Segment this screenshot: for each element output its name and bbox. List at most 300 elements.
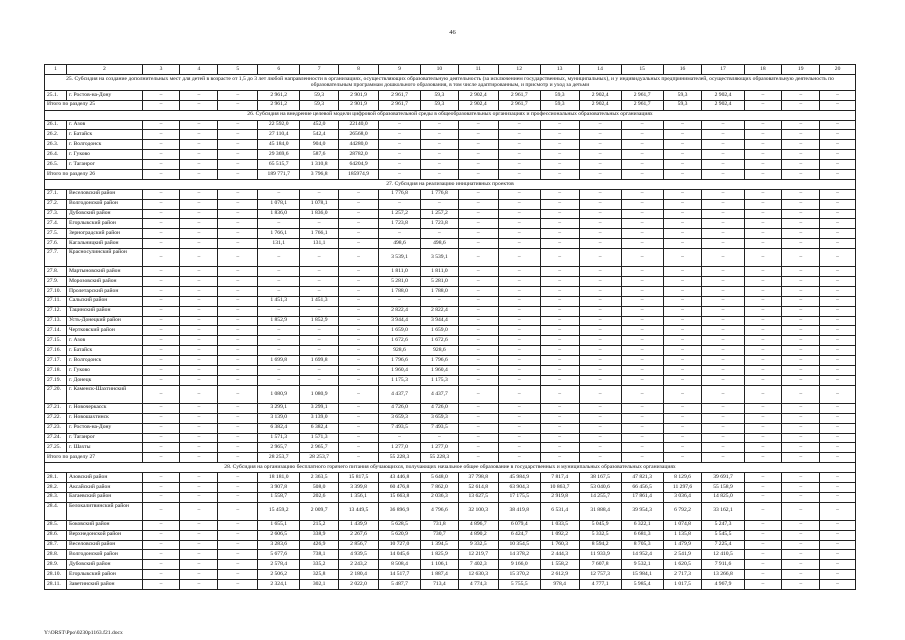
municipality-name: Волгодонской район [67, 199, 143, 209]
table-cell: 1 659,0 [421, 326, 459, 336]
table-cell: – [180, 219, 218, 229]
table-cell: – [702, 120, 744, 130]
table-cell: 14 378,2 [498, 550, 540, 560]
table-cell: – [744, 443, 782, 453]
table-cell: 15 663,8 [378, 492, 420, 502]
table-cell: – [663, 385, 702, 403]
table-cell: – [663, 277, 702, 287]
table-cell: – [142, 453, 180, 463]
table-row [45, 423, 856, 433]
table-cell: – [421, 120, 459, 130]
row-number: 26.3. [45, 140, 67, 150]
table-cell: – [498, 170, 540, 180]
table-cell: – [621, 423, 663, 433]
table-cell: – [782, 385, 820, 403]
table-cell: – [180, 540, 218, 550]
table-cell: – [458, 306, 498, 316]
table-cell: – [498, 229, 540, 239]
row-number: 27.15. [45, 336, 67, 346]
table-cell: – [339, 296, 379, 306]
table-cell: 2 902,4 [579, 90, 621, 100]
table-cell: 59,3 [540, 90, 579, 100]
table-cell: – [782, 336, 820, 346]
table-cell: – [782, 170, 820, 180]
table-cell: 59,3 [300, 90, 339, 100]
table-cell: – [218, 160, 258, 170]
row-number: 27.6. [45, 239, 67, 249]
table-row [45, 209, 856, 219]
table-cell: – [300, 346, 339, 356]
table-cell: – [820, 326, 856, 336]
table-cell: – [458, 296, 498, 306]
table-cell: – [498, 316, 540, 326]
table-cell: – [579, 375, 621, 385]
table-cell: – [820, 443, 856, 453]
table-row [45, 199, 856, 209]
table-cell: – [218, 189, 258, 199]
table-cell: – [458, 160, 498, 170]
table-cell: 10 863,7 [540, 482, 579, 492]
table-cell: 7 607,8 [579, 560, 621, 570]
table-cell: 39 954,3 [621, 502, 663, 520]
table-cell: – [540, 199, 579, 209]
table-cell: 5 545,5 [702, 530, 744, 540]
table-cell: 2 902,4 [458, 90, 498, 100]
table-row [45, 249, 856, 267]
table-cell: 1 887,4 [421, 570, 459, 580]
table-cell: – [579, 229, 621, 239]
table-cell: – [339, 346, 379, 356]
table-cell: – [621, 267, 663, 277]
column-number-cell: 2 [67, 65, 143, 75]
table-cell: – [820, 530, 856, 540]
table-cell: – [702, 267, 744, 277]
table-cell: – [540, 249, 579, 267]
table-cell: 131,1 [300, 239, 339, 249]
table-cell: 1 439,9 [339, 520, 379, 530]
column-number-cell: 14 [579, 65, 621, 75]
column-number-cell: 3 [142, 65, 180, 75]
table-cell: – [142, 130, 180, 140]
table-cell: 59,3 [300, 100, 339, 110]
table-cell: – [579, 296, 621, 306]
table-cell: 904,0 [300, 140, 339, 150]
table-cell: 1 257,2 [378, 209, 420, 219]
table-cell: – [782, 277, 820, 287]
table-cell: – [142, 473, 180, 483]
table-cell: – [744, 413, 782, 423]
table-cell: 185974,9 [339, 170, 379, 180]
table-cell: 1 080,9 [300, 385, 339, 403]
table-cell: – [579, 239, 621, 249]
table-cell: – [702, 336, 744, 346]
table-cell: – [421, 199, 459, 209]
table-cell: – [142, 356, 180, 366]
table-cell: 6 531,4 [540, 502, 579, 520]
table-cell: – [378, 120, 420, 130]
table-cell: 4 774,3 [458, 580, 498, 590]
table-cell: – [579, 366, 621, 376]
table-cell: – [621, 375, 663, 385]
municipality-name: Усть-Донецкий район [67, 316, 143, 326]
table-cell: – [142, 423, 180, 433]
table-cell: – [458, 366, 498, 376]
table-cell: – [498, 239, 540, 249]
table-cell: – [702, 375, 744, 385]
municipality-name: г. Новошахтинск [67, 413, 143, 423]
table-cell: – [663, 170, 702, 180]
table-row [45, 189, 856, 199]
table-cell: – [621, 366, 663, 376]
table-cell: 4 726,0 [378, 403, 420, 413]
table-cell: 1 811,0 [421, 267, 459, 277]
table-cell: – [258, 219, 300, 229]
row-number: 27.7. [45, 249, 67, 267]
table-cell: – [540, 170, 579, 180]
table-cell: – [702, 239, 744, 249]
table-cell: – [421, 170, 459, 180]
table-cell: 2 822,4 [378, 306, 420, 316]
table-cell: – [744, 570, 782, 580]
table-cell: 27 110,4 [258, 130, 300, 140]
table-cell: – [458, 199, 498, 209]
table-cell: 8 594,2 [579, 540, 621, 550]
table-cell: – [820, 229, 856, 239]
table-cell: – [218, 473, 258, 483]
table-cell: – [498, 423, 540, 433]
table-cell: – [300, 219, 339, 229]
table-cell: – [621, 286, 663, 296]
table-cell: – [180, 160, 218, 170]
row-number: 28.10. [45, 570, 67, 580]
table-cell: – [218, 316, 258, 326]
table-cell: – [180, 443, 218, 453]
table-cell: – [744, 189, 782, 199]
table-cell: – [702, 385, 744, 403]
table-cell: 1 776,8 [378, 189, 420, 199]
table-cell: – [702, 140, 744, 150]
table-cell: – [702, 249, 744, 267]
table-cell: – [258, 286, 300, 296]
table-cell: – [702, 356, 744, 366]
table-cell: – [180, 433, 218, 443]
table-cell: – [782, 366, 820, 376]
table-cell: – [579, 413, 621, 423]
table-cell: – [258, 326, 300, 336]
table-cell: – [218, 540, 258, 550]
table-cell: – [663, 239, 702, 249]
row-number: 28.4. [45, 502, 67, 520]
table-cell: – [540, 296, 579, 306]
table-cell: 1 672,6 [421, 336, 459, 346]
table-cell: – [579, 150, 621, 160]
table-cell: – [458, 170, 498, 180]
table-cell: – [421, 130, 459, 140]
table-cell: – [458, 150, 498, 160]
table-cell: – [782, 502, 820, 520]
table-cell: – [782, 209, 820, 219]
table-cell: – [339, 316, 379, 326]
table-cell: 338,9 [300, 530, 339, 540]
table-cell: – [339, 189, 379, 199]
table-cell: – [498, 306, 540, 316]
table-cell: – [540, 326, 579, 336]
table-cell: 1 277,0 [378, 443, 420, 453]
row-number: 26.4. [45, 150, 67, 160]
table-cell: 1 620,5 [663, 560, 702, 570]
row-number: 26.2. [45, 130, 67, 140]
table-cell: – [820, 296, 856, 306]
row-number: 27.1. [45, 189, 67, 199]
table-cell: 2 578,4 [258, 560, 300, 570]
table-cell: – [142, 150, 180, 160]
table-cell: – [540, 267, 579, 277]
table-cell: – [820, 219, 856, 229]
table-cell: – [744, 560, 782, 570]
table-cell: – [579, 286, 621, 296]
table-cell: 44280,0 [339, 140, 379, 150]
table-cell: 7 225,4 [702, 540, 744, 550]
table-cell: – [458, 267, 498, 277]
table-cell: – [218, 326, 258, 336]
table-cell: 2 961,7 [621, 90, 663, 100]
row-number: 27.4. [45, 219, 67, 229]
table-cell: – [458, 140, 498, 150]
table-cell: – [300, 277, 339, 287]
table-cell: – [180, 229, 218, 239]
table-cell: – [663, 189, 702, 199]
table-cell: – [498, 433, 540, 443]
table-cell: 335,2 [300, 560, 339, 570]
table-cell: – [218, 375, 258, 385]
column-number-cell: 8 [339, 65, 379, 75]
table-cell: – [339, 306, 379, 316]
table-cell: 59,3 [421, 90, 459, 100]
table-row [45, 150, 856, 160]
table-cell: – [782, 375, 820, 385]
table-cell: – [663, 286, 702, 296]
row-number: 27.5. [45, 229, 67, 239]
table-cell: 3 907,8 [258, 482, 300, 492]
table-cell: – [458, 130, 498, 140]
table-cell: – [702, 433, 744, 443]
row-number: 27.20. [45, 385, 67, 403]
table-cell: – [782, 433, 820, 443]
table-cell: 5 281,0 [421, 277, 459, 287]
table-cell: 12 757,3 [579, 570, 621, 580]
municipality-name: Веселовский район [67, 189, 143, 199]
table-cell: – [218, 229, 258, 239]
table-cell: – [744, 150, 782, 160]
table-cell: 498,6 [378, 239, 420, 249]
table-cell: – [498, 385, 540, 403]
table-cell: – [579, 189, 621, 199]
table-cell: – [782, 189, 820, 199]
table-cell: 1 766,1 [300, 229, 339, 239]
table-cell: 52 614,8 [458, 482, 498, 492]
table-cell: 12 410,5 [702, 550, 744, 560]
table-cell: – [782, 403, 820, 413]
table-cell: 498,6 [421, 239, 459, 249]
table-cell: – [218, 385, 258, 403]
table-cell: – [218, 560, 258, 570]
table-cell: – [142, 540, 180, 550]
table-cell: 2 902,4 [702, 100, 744, 110]
footer-file-path: Y:\ORST\Ppo\0230p1163.f21.docx [44, 630, 123, 636]
table-cell: 1 175,3 [378, 375, 420, 385]
table-cell: – [663, 150, 702, 160]
table-cell: 7 862,0 [421, 482, 459, 492]
table-cell: – [663, 219, 702, 229]
table-cell: – [540, 120, 579, 130]
municipality-name: Дубовский район [67, 209, 143, 219]
table-cell: – [540, 229, 579, 239]
table-cell: – [142, 346, 180, 356]
table-cell: – [621, 140, 663, 150]
table-cell: – [218, 413, 258, 423]
table-cell: 45 984,9 [498, 473, 540, 483]
table-cell: – [142, 336, 180, 346]
table-cell: – [218, 482, 258, 492]
table-cell: – [702, 219, 744, 229]
table-cell: 14 952,4 [621, 550, 663, 560]
total-label: Итого по разделу 26 [45, 170, 143, 180]
table-cell: – [540, 423, 579, 433]
table-cell: – [498, 150, 540, 160]
table-cell: 66 456,5 [621, 482, 663, 492]
table-cell: – [663, 413, 702, 423]
table-cell: – [621, 336, 663, 346]
table-cell: 1 723,8 [378, 219, 420, 229]
table-cell: 189 771,7 [258, 170, 300, 180]
table-cell: – [782, 326, 820, 336]
table-cell: – [744, 140, 782, 150]
table-cell: – [218, 209, 258, 219]
table-cell: 5 628,5 [378, 520, 420, 530]
table-cell: – [142, 570, 180, 580]
table-cell: – [820, 100, 856, 110]
table-cell: – [180, 306, 218, 316]
table-cell: – [218, 423, 258, 433]
table-cell: – [820, 267, 856, 277]
table-cell: 5 985,4 [621, 580, 663, 590]
table-cell: – [258, 375, 300, 385]
table-cell: – [621, 443, 663, 453]
table-cell: – [579, 433, 621, 443]
row-number: 28.11. [45, 580, 67, 590]
table-cell: 1 033,5 [540, 520, 579, 530]
table-cell: 4 437,7 [378, 385, 420, 403]
table-cell: – [142, 199, 180, 209]
table-cell: 4 726,0 [421, 403, 459, 413]
table-cell: – [820, 120, 856, 130]
table-cell: – [458, 189, 498, 199]
table-row [45, 482, 856, 492]
table-row [45, 530, 856, 540]
table-cell: – [218, 267, 258, 277]
column-number-cell: 19 [782, 65, 820, 75]
table-cell: – [339, 403, 379, 413]
column-number-cell: 5 [218, 65, 258, 75]
table-cell: – [579, 306, 621, 316]
table-cell: – [782, 199, 820, 209]
table-cell: – [820, 90, 856, 100]
table-cell: 1 655,1 [258, 520, 300, 530]
column-number-cell: 4 [180, 65, 218, 75]
table-cell: – [378, 130, 420, 140]
table-cell: – [621, 453, 663, 463]
table-cell: – [820, 453, 856, 463]
row-number: 28.9. [45, 560, 67, 570]
table-cell: – [498, 336, 540, 346]
table-cell: – [540, 346, 579, 356]
table-cell: – [339, 229, 379, 239]
row-number: 25.1. [45, 90, 67, 100]
table-cell: – [782, 249, 820, 267]
table-cell: – [180, 403, 218, 413]
table-cell: – [744, 550, 782, 560]
table-cell: – [820, 413, 856, 423]
table-cell: 2 961,7 [621, 100, 663, 110]
table-cell: – [663, 423, 702, 433]
table-cell: – [702, 160, 744, 170]
table-cell: – [540, 306, 579, 316]
table-cell: – [621, 326, 663, 336]
municipality-name: Заветинский район [67, 580, 143, 590]
table-row [45, 267, 856, 277]
table-row [45, 366, 856, 376]
table-cell: – [180, 413, 218, 423]
table-row [45, 540, 856, 550]
table-cell: – [663, 316, 702, 326]
table-cell: – [540, 443, 579, 453]
table-cell: 1 960,4 [421, 366, 459, 376]
table-cell: – [498, 249, 540, 267]
table-cell: – [782, 140, 820, 150]
table-cell: – [142, 160, 180, 170]
table-cell: 928,6 [421, 346, 459, 356]
table-cell: – [142, 550, 180, 560]
table-cell: – [180, 570, 218, 580]
table-row [45, 580, 856, 590]
table-cell: 1 699,8 [258, 356, 300, 366]
table-cell: – [820, 130, 856, 140]
table-cell: – [663, 366, 702, 376]
table-cell: – [702, 366, 744, 376]
table-cell: 33 162,1 [702, 502, 744, 520]
column-number-cell: 13 [540, 65, 579, 75]
table-cell: – [421, 160, 459, 170]
table-cell: – [782, 239, 820, 249]
table-row [45, 140, 856, 150]
table-cell: – [540, 277, 579, 287]
table-cell: – [621, 277, 663, 287]
table-cell: 10 354,5 [498, 540, 540, 550]
table-cell: 2 902,4 [458, 100, 498, 110]
table-cell: – [744, 356, 782, 366]
table-cell: – [782, 296, 820, 306]
table-cell: 1 451,3 [300, 296, 339, 306]
table-cell: 1 074,8 [663, 520, 702, 530]
table-cell: 6 382,4 [258, 423, 300, 433]
row-number: 27.10. [45, 286, 67, 296]
row-number: 28.7. [45, 540, 67, 550]
table-cell: – [258, 306, 300, 316]
table-cell: – [142, 267, 180, 277]
table-cell: – [142, 100, 180, 110]
table-cell: – [579, 120, 621, 130]
table-cell: 1 135,8 [663, 530, 702, 540]
